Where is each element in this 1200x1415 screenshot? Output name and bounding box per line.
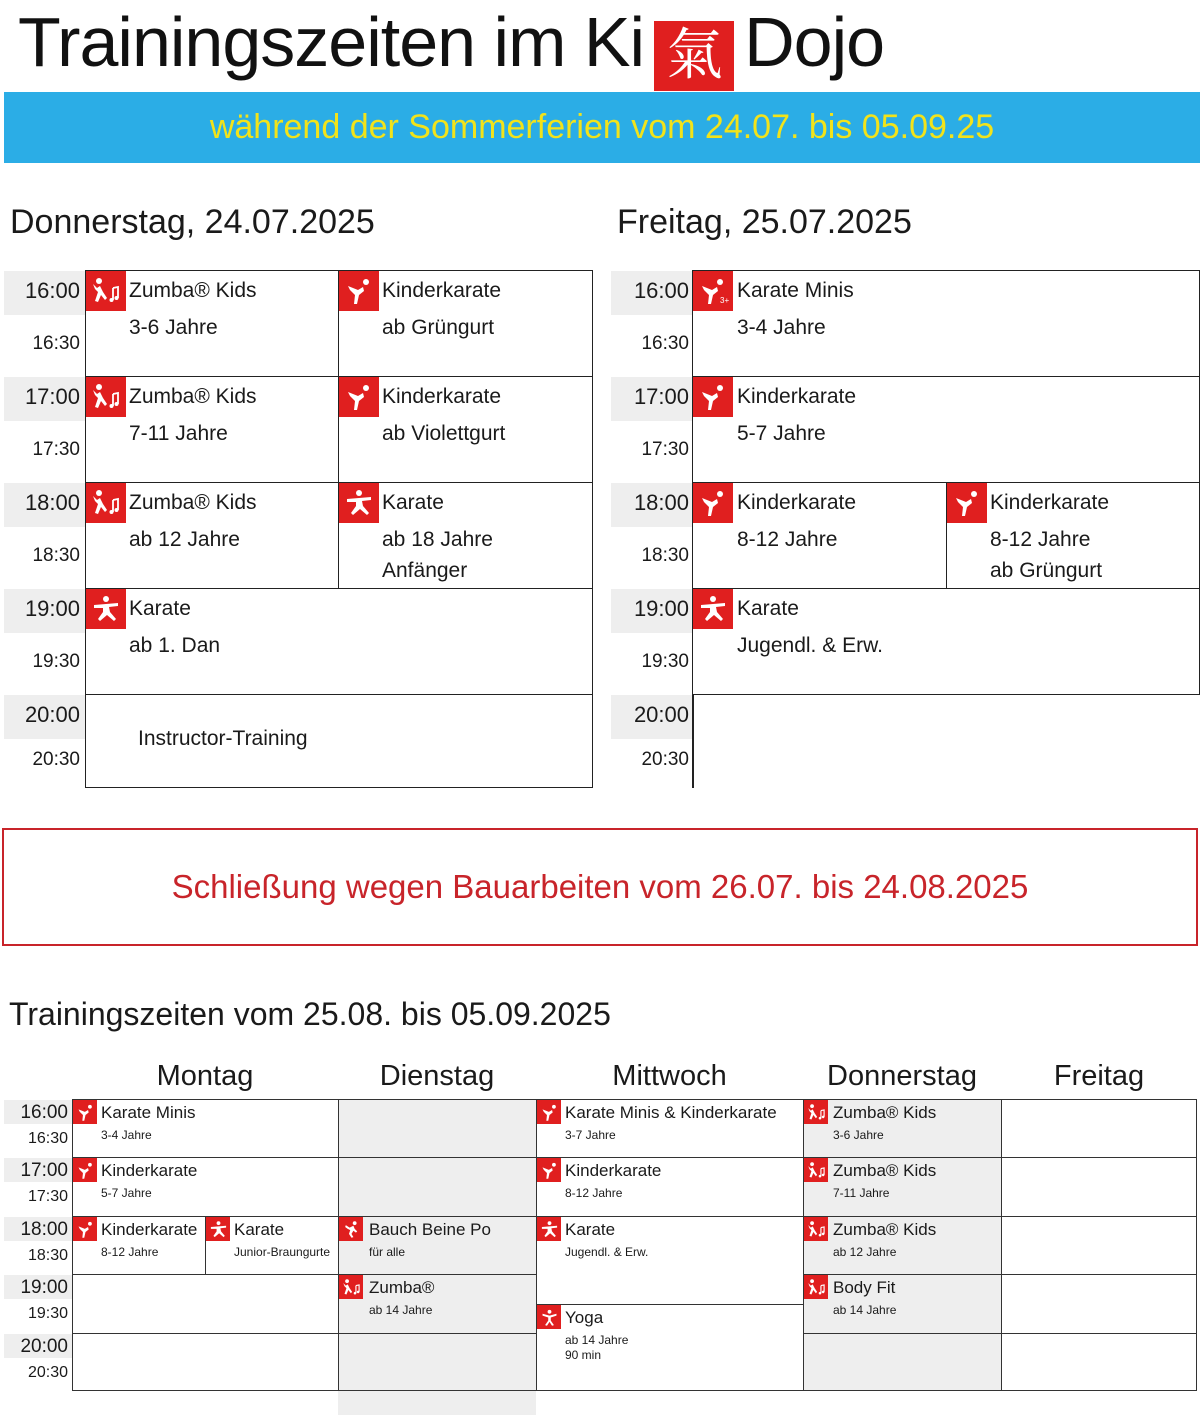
event-title: Karate — [129, 597, 191, 620]
event-title: Kinderkarate — [737, 491, 857, 514]
time-label: 20:00 — [633, 702, 689, 727]
event-detail: 8-12 Jahre — [737, 528, 838, 551]
event-title: Kinderkarate — [101, 1220, 198, 1239]
zumba-dancer-icon — [804, 1217, 828, 1241]
day-header-mittwoch: Mittwoch — [612, 1060, 727, 1092]
time-label: 18:30 — [27, 1247, 68, 1264]
event-title: Karate Minis & Kinderkarate — [565, 1103, 777, 1122]
time-label: 17:00 — [633, 384, 689, 409]
event-detail: ab 12 Jahre — [833, 1245, 897, 1259]
event-detail: ab 14 Jahre — [565, 1333, 629, 1347]
time-label: 20:30 — [27, 1364, 68, 1381]
event-detail: Junior-Braungurte — [234, 1245, 331, 1259]
event-title: Zumba® — [369, 1278, 435, 1297]
event-title: Zumba® Kids — [129, 279, 257, 302]
time-label: 16:00 — [20, 1102, 68, 1123]
event-title: Karate Minis — [737, 279, 854, 302]
event-detail: Jugendl. & Erw. — [737, 634, 883, 657]
zumba-dancer-icon — [804, 1100, 828, 1124]
time-label: 19:30 — [27, 1305, 68, 1322]
event-detail: Anfänger — [382, 559, 468, 582]
thursday-title: Donnerstag, 24.07.2025 — [10, 203, 375, 241]
age-badge: 3+ — [720, 296, 730, 305]
day-header-dienstag: Dienstag — [379, 1060, 495, 1092]
time-label: 17:30 — [32, 439, 80, 460]
karate-kick-icon — [73, 1158, 97, 1182]
closure-notice: Schließung wegen Bauarbeiten vom 26.07. bis 24.08.2025 — [2, 828, 1198, 946]
event-detail: 7-11 Jahre — [129, 422, 228, 445]
day-header-donnerstag: Donnerstag — [827, 1060, 977, 1092]
event-detail: 8-12 Jahre — [990, 528, 1091, 551]
time-label: 16:30 — [32, 333, 80, 354]
time-label: 17:30 — [641, 439, 689, 460]
event-title: Kinderkarate — [382, 279, 502, 302]
karate-kick-icon — [537, 1100, 561, 1124]
time-label: 20:30 — [641, 749, 689, 770]
time-label: 17:00 — [24, 384, 80, 409]
karate-punch-icon — [206, 1217, 230, 1241]
event-title: Body Fit — [833, 1278, 896, 1297]
event-detail: für alle — [369, 1245, 406, 1259]
time-label: 20:30 — [32, 749, 80, 770]
karate-punch-icon — [537, 1217, 561, 1241]
event-title: Kinderkarate — [565, 1161, 662, 1180]
event-title: Instructor-Training — [138, 727, 308, 750]
time-label: 19:00 — [633, 596, 689, 621]
time-label: 16:00 — [633, 278, 689, 303]
time-label: 19:00 — [20, 1277, 68, 1298]
event-detail: ab 1. Dan — [129, 634, 221, 657]
event-detail: 3-4 Jahre — [101, 1128, 152, 1142]
event-detail: 90 min — [565, 1348, 602, 1362]
friday-title: Freitag, 25.07.2025 — [617, 203, 912, 241]
time-label: 18:00 — [20, 1219, 68, 1240]
event-detail: 3-7 Jahre — [565, 1128, 616, 1142]
event-title: Kinderkarate — [990, 491, 1110, 514]
time-label: 19:30 — [32, 651, 80, 672]
ki-logo-icon: 氣 — [654, 21, 734, 91]
day-header-freitag: Freitag — [1053, 1060, 1145, 1092]
time-label: 18:00 — [633, 490, 689, 515]
time-label: 20:00 — [20, 1336, 68, 1357]
event-detail: Jugendl. & Erw. — [565, 1245, 649, 1259]
karate-kick-icon — [537, 1158, 561, 1182]
event-detail: ab 18 Jahre — [382, 528, 493, 551]
yoga-icon — [537, 1305, 561, 1329]
event-detail: 8-12 Jahre — [565, 1186, 623, 1200]
karate-kick-icon — [73, 1100, 97, 1124]
time-label: 18:00 — [24, 490, 80, 515]
time-label: 20:00 — [24, 702, 80, 727]
event-title: Zumba® Kids — [129, 491, 257, 514]
time-label: 19:30 — [641, 651, 689, 672]
karate-kick-icon — [73, 1217, 97, 1241]
event-detail: 3-6 Jahre — [129, 316, 218, 339]
event-title: Karate — [737, 597, 799, 620]
event-title: Zumba® Kids — [833, 1103, 937, 1122]
summer-banner: während der Sommerferien vom 24.07. bis 05.09.25 — [4, 92, 1200, 163]
day-header-montag: Montag — [156, 1060, 254, 1092]
event-detail: 5-7 Jahre — [737, 422, 826, 445]
zumba-dancer-icon — [804, 1158, 828, 1182]
event-title: Zumba® Kids — [833, 1161, 937, 1180]
time-label: 18:30 — [32, 545, 80, 566]
event-title: Bauch Beine Po — [369, 1220, 491, 1239]
event-title: Karate — [382, 491, 444, 514]
title-right: Dojo — [744, 3, 885, 81]
event-title: Kinderkarate — [101, 1161, 198, 1180]
fitness-icon — [339, 1217, 363, 1241]
event-detail: 5-7 Jahre — [101, 1186, 152, 1200]
zumba-dancer-icon — [339, 1275, 363, 1299]
event-detail: 3-6 Jahre — [833, 1128, 884, 1142]
event-detail: 7-11 Jahre — [833, 1186, 890, 1200]
event-title: Karate — [234, 1220, 285, 1239]
time-label: 16:00 — [24, 278, 80, 303]
time-label: 17:30 — [27, 1188, 68, 1205]
event-detail: 3-4 Jahre — [737, 316, 826, 339]
time-label: 16:30 — [27, 1130, 68, 1147]
event-title: Karate Minis — [101, 1103, 196, 1122]
event-detail: ab 14 Jahre — [369, 1303, 433, 1317]
event-detail: ab 14 Jahre — [833, 1303, 897, 1317]
time-label: 19:00 — [24, 596, 80, 621]
event-detail: ab Grüngurt — [382, 316, 495, 339]
event-title: Kinderkarate — [737, 385, 857, 408]
event-title: Zumba® Kids — [833, 1220, 937, 1239]
event-detail: ab Grüngurt — [990, 559, 1103, 582]
event-detail: ab 12 Jahre — [129, 528, 240, 551]
time-label: 16:30 — [641, 333, 689, 354]
event-title: Zumba® Kids — [129, 385, 257, 408]
bottom-title: Trainingszeiten vom 25.08. bis 05.09.2025 — [9, 996, 611, 1032]
event-title: Kinderkarate — [382, 385, 502, 408]
event-title: Yoga — [565, 1308, 604, 1327]
event-detail: ab Violettgurt — [382, 422, 506, 445]
event-detail: 8-12 Jahre — [101, 1245, 159, 1259]
time-label: 18:30 — [641, 545, 689, 566]
event-title: Karate — [565, 1220, 616, 1239]
title-left: Trainingszeiten im Ki — [18, 3, 645, 81]
zumba-dancer-icon — [804, 1275, 828, 1299]
time-label: 17:00 — [20, 1160, 68, 1181]
